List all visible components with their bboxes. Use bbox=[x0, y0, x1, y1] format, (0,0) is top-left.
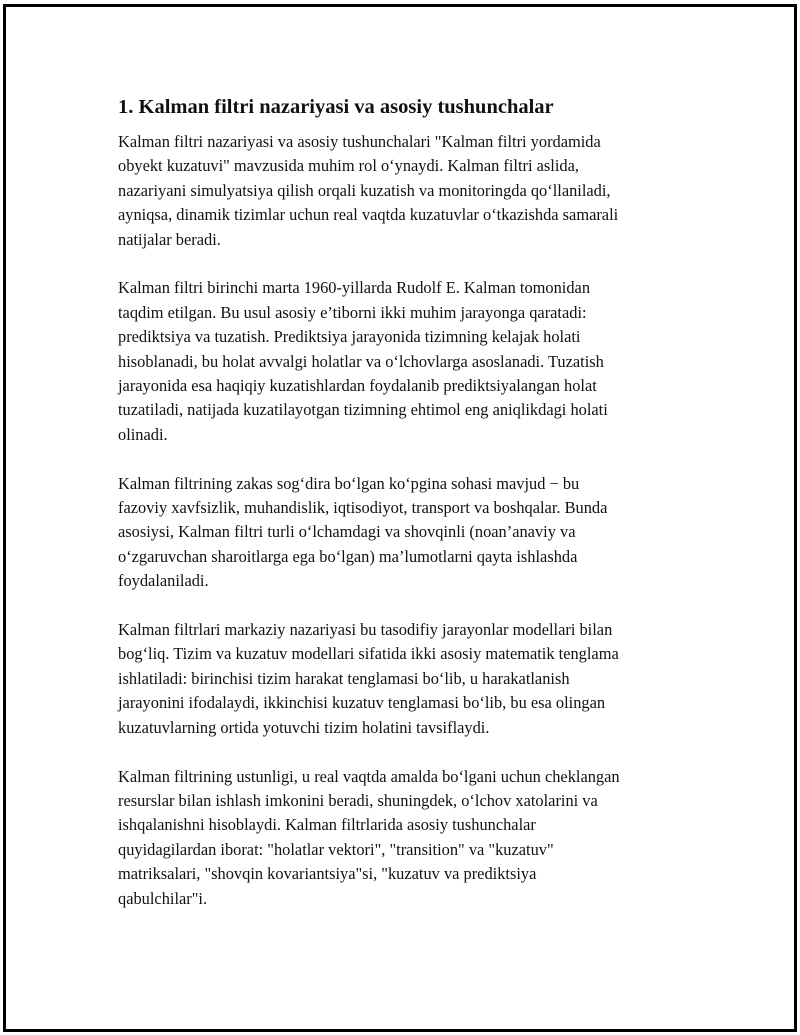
paragraph-5 bbox=[118, 765, 698, 911]
text-line: Kalman filtrlari markaziy nazariyasi bu tasodifiy jarayonlar modellari bilan bbox=[118, 620, 613, 640]
text-line: qabulchilar"i. bbox=[118, 888, 208, 908]
text-line: asosiysi, Kalman filtri turli o‘lchamdagi va shovqinli (noan’anaviy va bbox=[118, 522, 576, 542]
document-body bbox=[118, 93, 698, 935]
text-line: tuzatiladi, natijada kuzatilayotgan tizimning ehtimol eng aniqlikdagi holati bbox=[118, 400, 608, 420]
paragraph-1 bbox=[118, 130, 698, 252]
text-line: ayniqsa, dinamik tizimlar uchun real vaqtda kuzatuvlar o‘tkazishda samarali bbox=[118, 205, 619, 225]
text-line: bog‘liq. Tizim va kuzatuv modellari sifatida ikki asosiy matematik tenglama bbox=[118, 644, 619, 664]
text-line: quyidagilardan iborat: "holatlar vektori", "transition" va "kuzatuv" bbox=[118, 839, 554, 859]
text-line: jarayonida esa haqiqiy kuzatishlardan foydalanib prediktsiyalangan holat bbox=[118, 376, 597, 396]
text-line: nazariyani simulyatsiya qilish orqali kuzatish va monitoringda qo‘llaniladi, bbox=[118, 180, 611, 200]
text-line: Kalman filtri birinchi marta 1960-yillarda Rudolf E. Kalman tomonidan bbox=[118, 278, 591, 298]
text-line: ishlatiladi: birinchisi tizim harakat tenglamasi bo‘lib, u harakatlanish bbox=[118, 668, 570, 688]
text-line: Kalman filtri nazariyasi va asosiy tushunchalari "Kalman filtri yordamida bbox=[118, 132, 601, 151]
text-line: resurslar bilan ishlash imkonini beradi, shuningdek, o‘lchov xatolarini va bbox=[118, 790, 598, 810]
text-line: Kalman filtrining ustunligi, u real vaqtda amalda bo‘lgani uchun cheklangan bbox=[118, 766, 620, 786]
paragraph-3 bbox=[118, 472, 698, 594]
text-line: olinadi. bbox=[118, 424, 168, 444]
text-line: foydalaniladi. bbox=[118, 571, 209, 591]
text-line: matriksalari, "shovqin kovariantsiya"si, "kuzatuv va prediktsiya bbox=[118, 864, 537, 884]
paragraph-4 bbox=[118, 618, 698, 740]
text-line: jarayonini ifodalaydi, ikkinchisi kuzatuv tenglamasi bo‘lib, bu esa olingan bbox=[118, 693, 606, 713]
text-line: kuzatuvlarning ortida yotuvchi tizim holatini tavsiflaydi. bbox=[118, 717, 490, 737]
paragraph-2 bbox=[118, 276, 698, 447]
text-line: natijalar beradi. bbox=[118, 229, 221, 249]
text-line: fazoviy xavfsizlik, muhandislik, iqtisodiyot, transport va boshqalar. Bunda bbox=[118, 498, 608, 518]
text-line: obyekt kuzatuvi" mavzusida muhim rol o‘ynaydi. Kalman filtri aslida, bbox=[118, 156, 579, 176]
text-line: hisoblanadi, bu holat avvalgi holatlar va o‘lchovlarga asoslanadi. Tuzatish bbox=[118, 351, 604, 371]
text-line: taqdim etilgan. Bu usul asosiy e’tiborni ikki muhim jarayonga qaratadi: bbox=[118, 302, 587, 322]
text-line: Kalman filtrining zakas sog‘dira bo‘lgan ko‘pgina sohasi mavjud − bu bbox=[118, 473, 580, 493]
section-heading: 1. Kalman filtri nazariyasi va asosiy tushunchalar bbox=[118, 96, 554, 118]
text-line: o‘zgaruvchan sharoitlarga ega bo‘lgan) ma’lumotlarni qayta ishlashda bbox=[118, 546, 578, 566]
text-line: prediktsiya va tuzatish. Prediktsiya jarayonida tizimning kelajak holati bbox=[118, 327, 581, 347]
text-line: ishqalanishni hisoblaydi. Kalman filtrlarida asosiy tushunchalar bbox=[118, 815, 536, 835]
